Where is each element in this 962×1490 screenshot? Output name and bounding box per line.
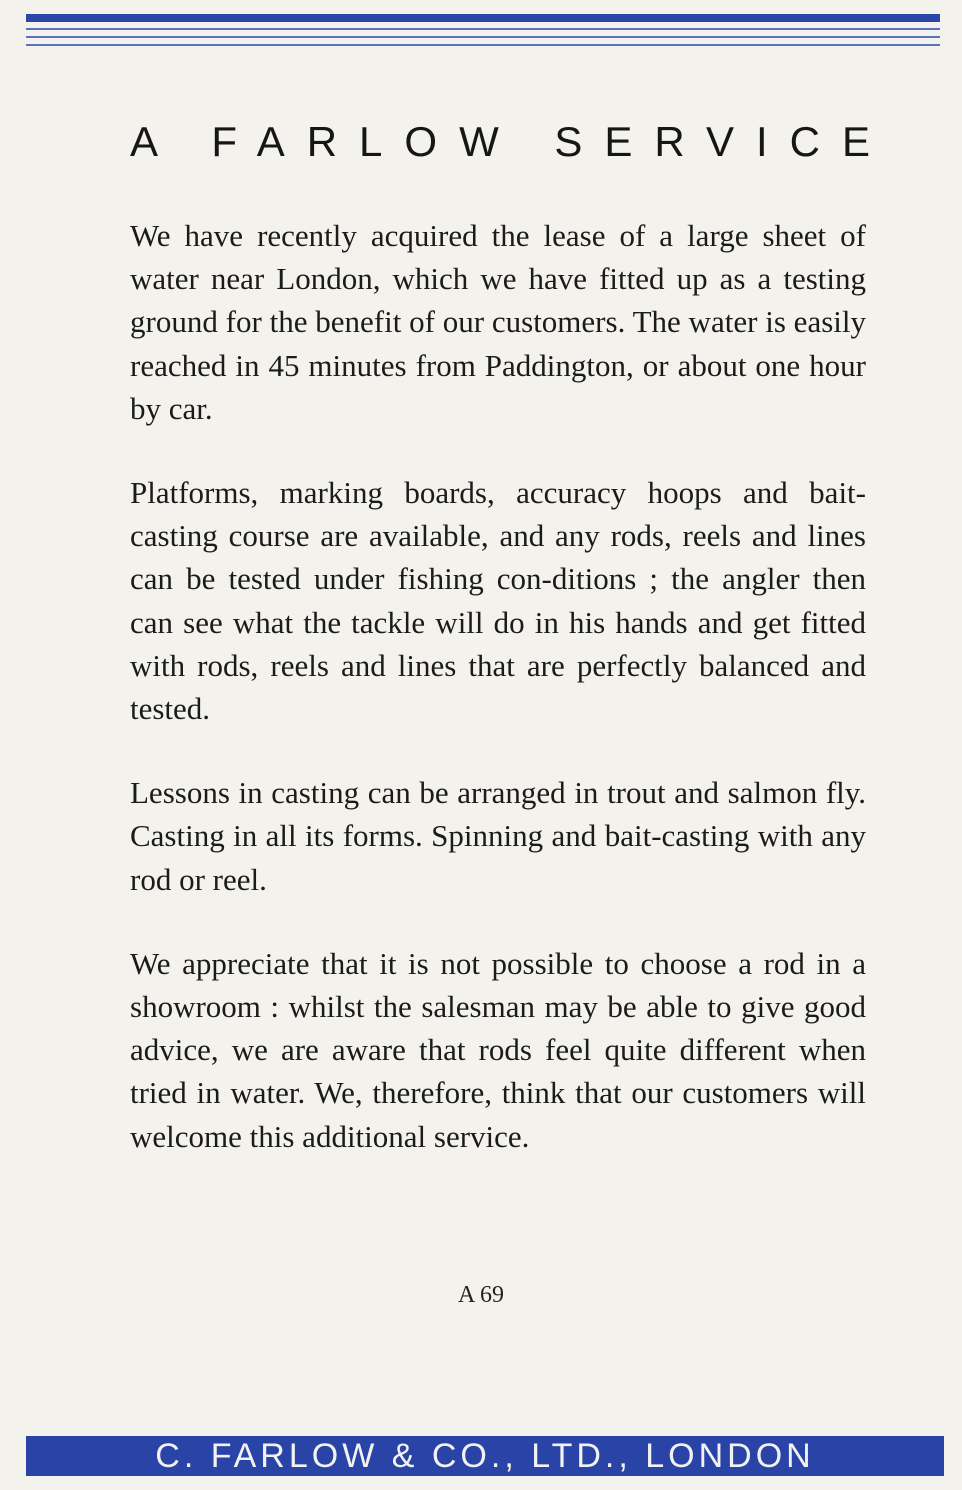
- top-rule-thin-2: [26, 36, 940, 38]
- paragraph-testing-ground: We have recently acquired the lease of a large sheet of water near London, which we have fitted up as a testing ground for the benefit of our customers. The water is easily reached in 45 minutes from Paddington, or about one hour by car.: [130, 218, 866, 426]
- paragraph-facilities: Platforms, marking boards, accuracy hoops and bait-casting course are available, and any rods, reels and lines can be tested under fishing con-ditions ; the angler then can see what the tackle will do in his hands and get fitted with rods, reels and lines that are perfectly balanced and tested.: [130, 475, 866, 727]
- page-title: A FARLOW SERVICE: [130, 118, 893, 165]
- paragraph-lessons: Lessons in casting can be arranged in trout and salmon fly. Casting in all its forms. Spinning and bait-casting with any rod or reel.: [130, 775, 866, 897]
- body-text: [130, 214, 866, 1199]
- paragraph-service: We appreciate that it is not possible to choose a rod in a showroom : whilst the salesman may be able to give good advice, we are aware that rods feel quite different when tried in water. We, therefore, think that our customers will welcome this additional service.: [130, 945, 866, 1154]
- top-rule-thick: [26, 14, 940, 22]
- page-number: A 69: [457, 1282, 504, 1308]
- top-decorative-rules: [26, 14, 940, 46]
- top-rule-thin-3: [26, 44, 940, 46]
- footer-company-name: C. FARLOW & CO., LTD., LONDON: [155, 1436, 815, 1475]
- footer-band: [26, 1436, 944, 1476]
- top-rule-thin-1: [26, 28, 940, 30]
